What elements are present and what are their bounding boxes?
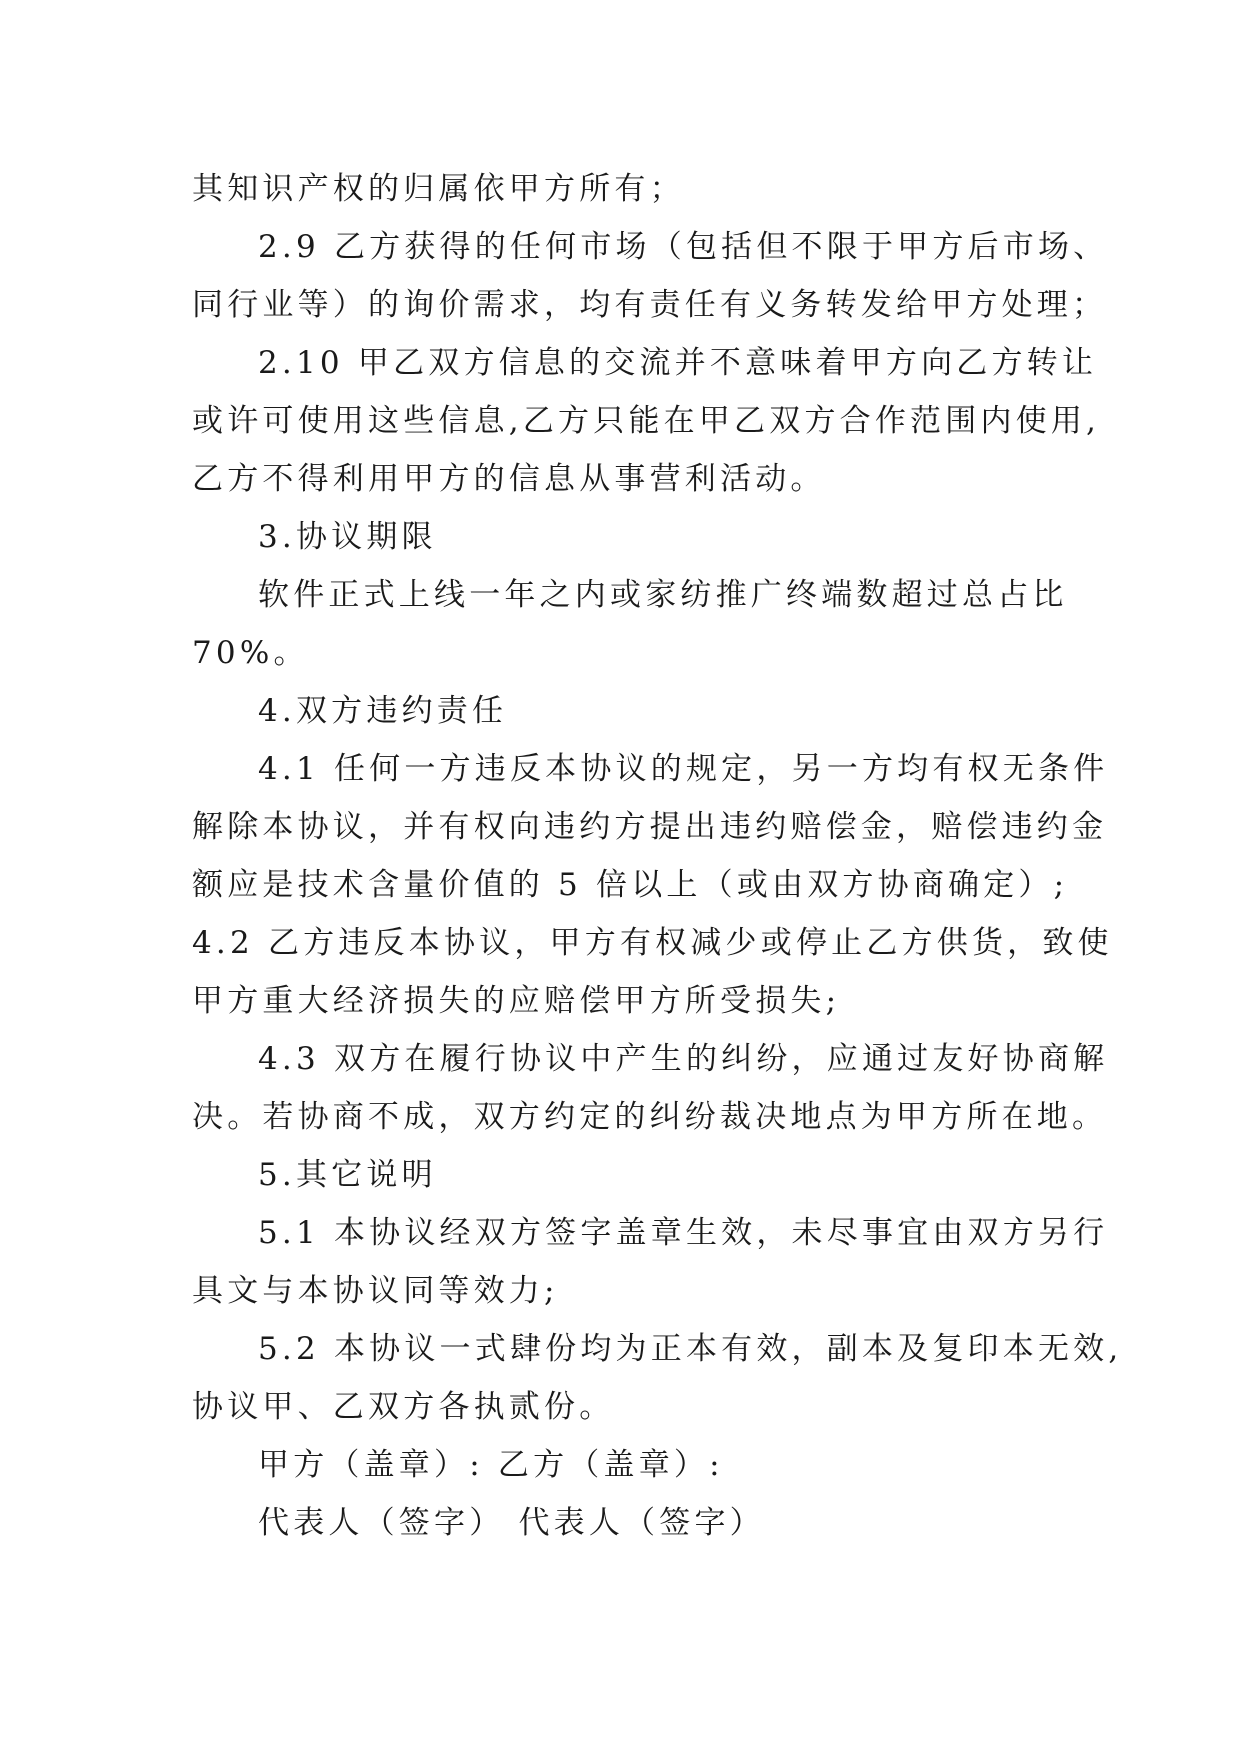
signature-seal-line: 甲方（盖章）: 乙方（盖章）:: [258, 1447, 724, 1483]
section-heading: 4.双方违约责任: [258, 693, 508, 729]
paragraph-line: 2.9 乙方获得的任何市场（包括但不限于甲方后市场、: [258, 229, 1109, 265]
paragraph-line: 具文与本协议同等效力;: [192, 1273, 559, 1309]
signature-representative-line: 代表人（签字） 代表人（签字）: [258, 1505, 765, 1541]
section-heading: 5.其它说明: [258, 1157, 437, 1193]
section-heading: 3.协议期限: [258, 519, 437, 555]
paragraph-line: 协议甲、乙双方各执贰份。: [192, 1389, 615, 1425]
paragraph-line: 决。若协商不成，双方约定的纠纷裁决地点为甲方所在地。: [192, 1099, 1108, 1135]
paragraph-line: 解除本协议，并有权向违约方提出违约赔偿金，赔偿违约金: [192, 809, 1108, 845]
paragraph-line: 甲方重大经济损失的应赔偿甲方所受损失;: [192, 983, 841, 1019]
paragraph-line: 5.2 本协议一式肆份均为正本有效，副本及复印本无效,: [258, 1331, 1123, 1367]
paragraph-line: 4.3 双方在履行协议中产生的纠纷，应通过友好协商解: [258, 1041, 1109, 1077]
paragraph-line: 70%。: [192, 635, 309, 671]
paragraph-line: 4.1 任何一方违反本协议的规定，另一方均有权无条件: [258, 751, 1109, 787]
paragraph-line: 4.2 乙方违反本协议，甲方有权减少或停止乙方供货，致使: [192, 925, 1113, 961]
paragraph-line: 乙方不得利用甲方的信息从事营利活动。: [192, 461, 826, 497]
paragraph-line: 或许可使用这些信息,乙方只能在甲乙双方合作范围内使用,: [192, 403, 1101, 439]
paragraph-line: 额应是技术含量价值的 5 倍以上（或由双方协商确定）;: [192, 867, 1069, 903]
document-body: [192, 160, 1123, 1552]
paragraph-line: 2.10 甲乙双方信息的交流并不意味着甲方向乙方转让: [258, 345, 1098, 381]
paragraph-line: 软件正式上线一年之内或家纺推广终端数超过总占比: [258, 577, 1068, 613]
paragraph-line: 同行业等）的询价需求，均有责任有义务转发给甲方处理；: [192, 287, 1108, 323]
paragraph-line: 其知识产权的归属依甲方所有；: [192, 171, 685, 207]
paragraph-line: 5.1 本协议经双方签字盖章生效，未尽事宜由双方另行: [258, 1215, 1109, 1251]
